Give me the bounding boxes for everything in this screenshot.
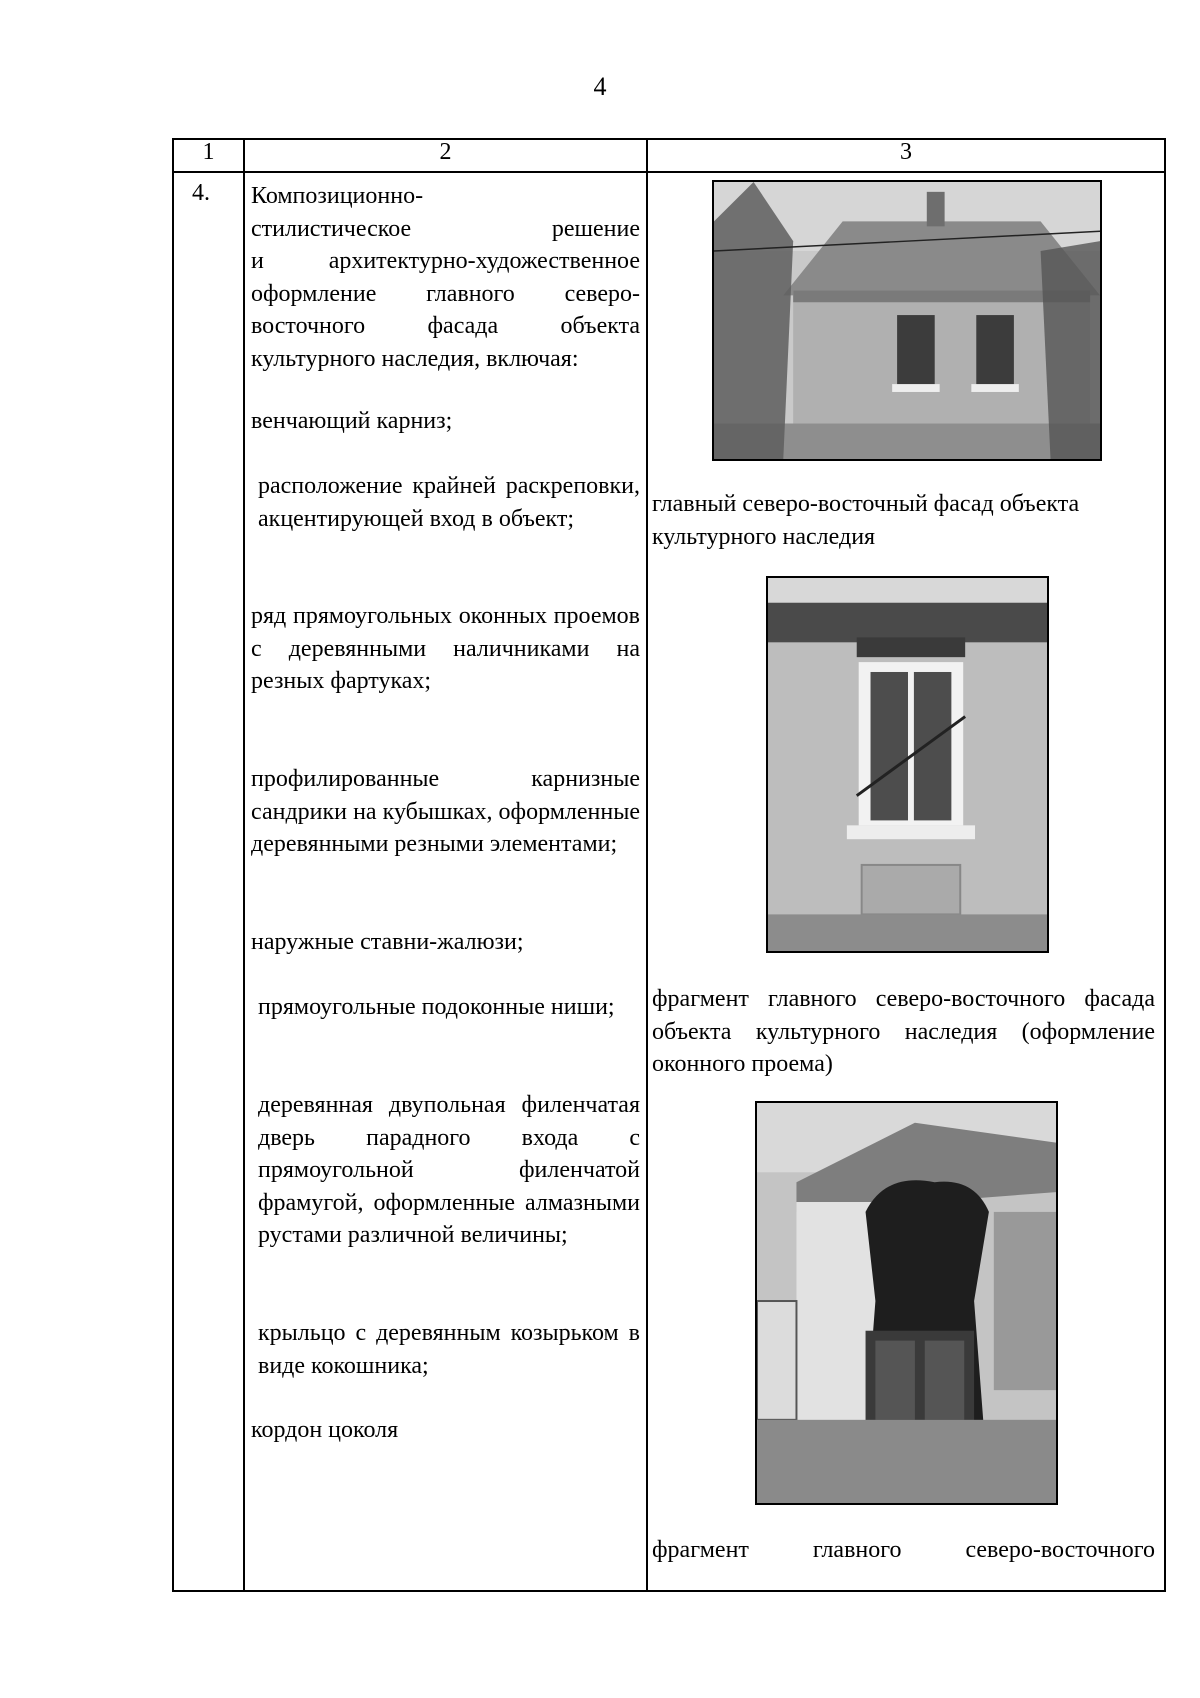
title-line: культурного наследия, включая:: [251, 345, 579, 372]
window-fragment-photo: [766, 576, 1049, 953]
porch-fragment-photo: [755, 1101, 1058, 1505]
list-item: деревянная двупольная филенчатая дверь парадного входа с прямоугольной филенчатой фрамугой, оформленные алмазными рустами различной величины;: [258, 1092, 640, 1248]
table-border-left: [172, 138, 174, 1592]
table-border-bottom: [172, 1590, 1166, 1592]
photo-caption: главный северо-восточный фасад объекта культурного наследия: [652, 491, 1080, 550]
header-col-1: 1: [202, 139, 215, 165]
title-line: оформление главного северо-: [251, 280, 640, 307]
list-item: расположение крайней раскреповки, акцентирующей вход в объект;: [258, 473, 640, 532]
list-item: прямоугольные подоконные ниши;: [258, 994, 615, 1020]
title-line: стилистическое решение: [251, 215, 640, 242]
page-number: 4: [593, 72, 607, 101]
header-col-2: 2: [439, 139, 452, 165]
row-title: [251, 180, 640, 375]
list-item: кордон цоколя: [251, 1417, 399, 1443]
table-border-right: [1164, 138, 1166, 1592]
row-number: 4.: [192, 180, 210, 206]
photo-caption: фрагмент главного северо-восточного фасада объекта культурного наследия (оформление оконного проема): [652, 986, 1155, 1077]
list-item: ряд прямоугольных оконных проемов с деревянными наличниками на резных фартуках;: [251, 603, 640, 694]
table-col-divider-1: [243, 138, 245, 1592]
list-item: венчающий карниз;: [251, 408, 453, 434]
house-facade-photo: [712, 180, 1102, 461]
header-col-3: 3: [900, 139, 912, 165]
title-line: восточного фасада объекта: [251, 313, 640, 339]
table-col-divider-2: [646, 138, 648, 1592]
title-line: и архитектурно-художественное: [251, 248, 640, 274]
table-header-divider: [172, 171, 1166, 173]
list-item: наружные ставни-жалюзи;: [251, 929, 524, 955]
list-item: крыльцо с деревянным козырьком в виде кокошника;: [258, 1320, 640, 1379]
photo-caption: фрагмент главного северо-восточного: [652, 1537, 1155, 1563]
list-item: профилированные карнизные сандрики на кубышках, оформленные деревянными резными элементами;: [251, 766, 640, 857]
title-line: Композиционно-: [251, 183, 424, 209]
